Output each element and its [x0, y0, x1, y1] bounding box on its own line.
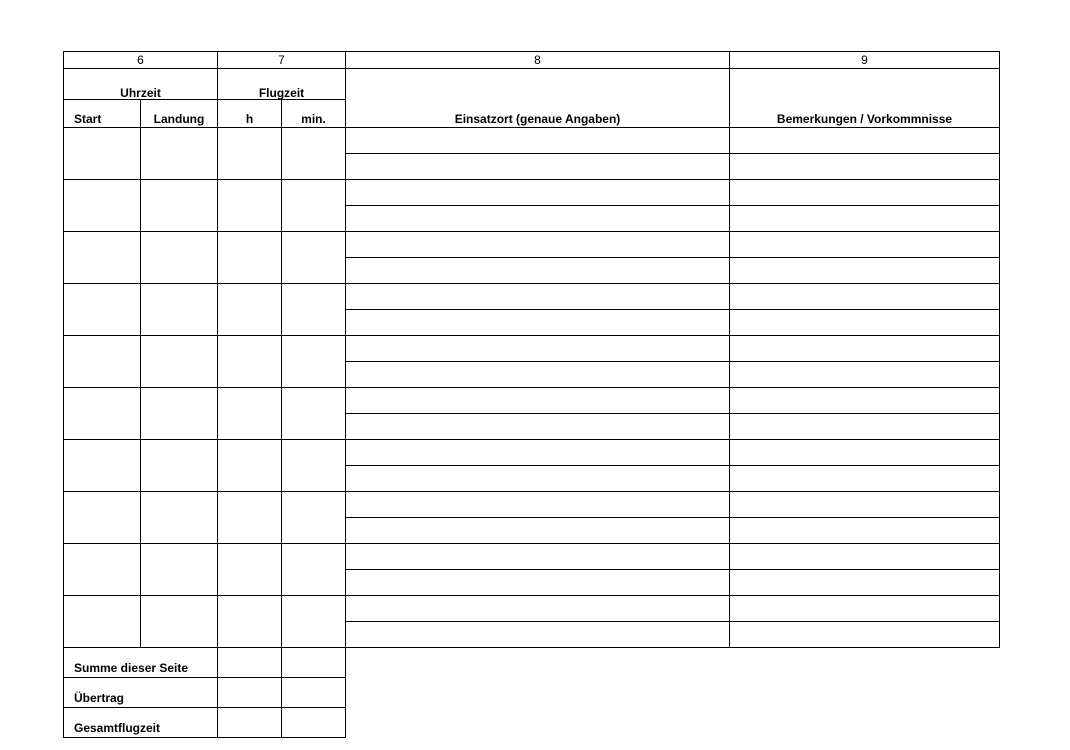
minutes-cell[interactable] — [282, 284, 346, 336]
start-header: Start — [64, 100, 141, 128]
einsatzort-cell[interactable] — [346, 596, 730, 622]
hours-cell[interactable] — [218, 180, 282, 232]
einsatzort-cell[interactable] — [346, 544, 730, 570]
summary-hours-cell[interactable] — [218, 708, 282, 738]
entry-row — [64, 388, 1000, 414]
einsatzort-cell[interactable] — [346, 232, 730, 258]
bemerkungen-cell[interactable] — [730, 440, 1000, 466]
hours-cell[interactable] — [218, 336, 282, 388]
einsatzort-cell[interactable] — [346, 336, 730, 362]
entry-row — [64, 232, 1000, 258]
column-number-7: 7 — [218, 52, 346, 69]
einsatzort-cell[interactable] — [346, 492, 730, 518]
start-cell[interactable] — [64, 180, 141, 232]
landung-cell[interactable] — [141, 440, 218, 492]
summary-label: Übertrag — [64, 678, 218, 708]
summary-row — [64, 678, 1000, 708]
bemerkungen-cell[interactable] — [730, 128, 1000, 154]
minutes-cell[interactable] — [282, 336, 346, 388]
column-number-row — [64, 52, 1000, 69]
bemerkungen-cell[interactable] — [730, 622, 1000, 648]
bemerkungen-cell[interactable] — [730, 388, 1000, 414]
bemerkungen-cell[interactable] — [730, 466, 1000, 492]
hours-cell[interactable] — [218, 492, 282, 544]
flight-log-table — [63, 51, 1000, 738]
entry-row — [64, 128, 1000, 154]
bemerkungen-header: Bemerkungen / Vorkommnisse — [730, 69, 1000, 128]
summary-label: Summe dieser Seite — [64, 648, 218, 678]
einsatzort-cell[interactable] — [346, 310, 730, 336]
einsatzort-cell[interactable] — [346, 570, 730, 596]
bemerkungen-cell[interactable] — [730, 518, 1000, 544]
summary-minutes-cell[interactable] — [282, 708, 346, 738]
start-cell[interactable] — [64, 336, 141, 388]
einsatzort-cell[interactable] — [346, 466, 730, 492]
einsatzort-cell[interactable] — [346, 388, 730, 414]
entry-row — [64, 544, 1000, 570]
column-number-8: 8 — [346, 52, 730, 69]
landung-cell[interactable] — [141, 336, 218, 388]
bemerkungen-cell[interactable] — [730, 258, 1000, 284]
landung-cell[interactable] — [141, 232, 218, 284]
einsatzort-cell[interactable] — [346, 414, 730, 440]
start-cell[interactable] — [64, 492, 141, 544]
column-number-6: 6 — [64, 52, 218, 69]
group-header-row — [64, 69, 1000, 100]
einsatzort-header: Einsatzort (genaue Angaben) — [346, 69, 730, 128]
landung-cell[interactable] — [141, 544, 218, 596]
einsatzort-cell[interactable] — [346, 180, 730, 206]
blank-area — [346, 678, 1000, 708]
bemerkungen-cell[interactable] — [730, 570, 1000, 596]
hours-cell[interactable] — [218, 232, 282, 284]
minutes-cell[interactable] — [282, 544, 346, 596]
entry-row — [64, 492, 1000, 518]
summary-label: Gesamtflugzeit — [64, 708, 218, 738]
summary-row — [64, 648, 1000, 678]
einsatzort-cell[interactable] — [346, 362, 730, 388]
bemerkungen-cell[interactable] — [730, 414, 1000, 440]
minutes-cell[interactable] — [282, 596, 346, 648]
summary-hours-cell[interactable] — [218, 648, 282, 678]
entry-row — [64, 440, 1000, 466]
blank-area — [346, 708, 1000, 738]
landung-cell[interactable] — [141, 596, 218, 648]
landung-cell[interactable] — [141, 492, 218, 544]
minutes-cell[interactable] — [282, 180, 346, 232]
summary-row — [64, 708, 1000, 738]
einsatzort-cell[interactable] — [346, 518, 730, 544]
hours-cell[interactable] — [218, 440, 282, 492]
entry-row — [64, 284, 1000, 310]
bemerkungen-cell[interactable] — [730, 180, 1000, 206]
landung-header: Landung — [141, 100, 218, 128]
start-cell[interactable] — [64, 440, 141, 492]
bemerkungen-cell[interactable] — [730, 154, 1000, 180]
minutes-cell[interactable] — [282, 232, 346, 284]
hours-cell[interactable] — [218, 596, 282, 648]
minutes-cell[interactable] — [282, 128, 346, 180]
bemerkungen-cell[interactable] — [730, 310, 1000, 336]
bemerkungen-cell[interactable] — [730, 284, 1000, 310]
einsatzort-cell[interactable] — [346, 284, 730, 310]
bemerkungen-cell[interactable] — [730, 206, 1000, 232]
hours-header: h — [218, 100, 282, 128]
einsatzort-cell[interactable] — [346, 154, 730, 180]
start-cell[interactable] — [64, 232, 141, 284]
blank-area — [346, 648, 1000, 678]
minutes-cell[interactable] — [282, 492, 346, 544]
bemerkungen-cell[interactable] — [730, 492, 1000, 518]
entry-row — [64, 336, 1000, 362]
summary-hours-cell[interactable] — [218, 678, 282, 708]
minutes-header: min. — [282, 100, 346, 128]
bemerkungen-cell[interactable] — [730, 336, 1000, 362]
landung-cell[interactable] — [141, 284, 218, 336]
bemerkungen-cell[interactable] — [730, 362, 1000, 388]
entry-row — [64, 596, 1000, 622]
start-cell[interactable] — [64, 128, 141, 180]
hours-cell[interactable] — [218, 284, 282, 336]
start-cell[interactable] — [64, 544, 141, 596]
einsatzort-cell[interactable] — [346, 622, 730, 648]
entry-row — [64, 180, 1000, 206]
landung-cell[interactable] — [141, 180, 218, 232]
landung-cell[interactable] — [141, 388, 218, 440]
einsatzort-cell[interactable] — [346, 258, 730, 284]
bemerkungen-cell[interactable] — [730, 596, 1000, 622]
start-cell[interactable] — [64, 284, 141, 336]
column-number-9: 9 — [730, 52, 1000, 69]
einsatzort-cell[interactable] — [346, 440, 730, 466]
flugzeit-group-header: Flugzeit — [218, 69, 346, 100]
minutes-cell[interactable] — [282, 388, 346, 440]
summary-minutes-cell[interactable] — [282, 648, 346, 678]
uhrzeit-group-header: Uhrzeit — [64, 69, 218, 100]
hours-cell[interactable] — [218, 128, 282, 180]
start-cell[interactable] — [64, 388, 141, 440]
minutes-cell[interactable] — [282, 440, 346, 492]
einsatzort-cell[interactable] — [346, 206, 730, 232]
start-cell[interactable] — [64, 596, 141, 648]
summary-minutes-cell[interactable] — [282, 678, 346, 708]
einsatzort-cell[interactable] — [346, 128, 730, 154]
hours-cell[interactable] — [218, 388, 282, 440]
hours-cell[interactable] — [218, 544, 282, 596]
bemerkungen-cell[interactable] — [730, 232, 1000, 258]
bemerkungen-cell[interactable] — [730, 544, 1000, 570]
landung-cell[interactable] — [141, 128, 218, 180]
